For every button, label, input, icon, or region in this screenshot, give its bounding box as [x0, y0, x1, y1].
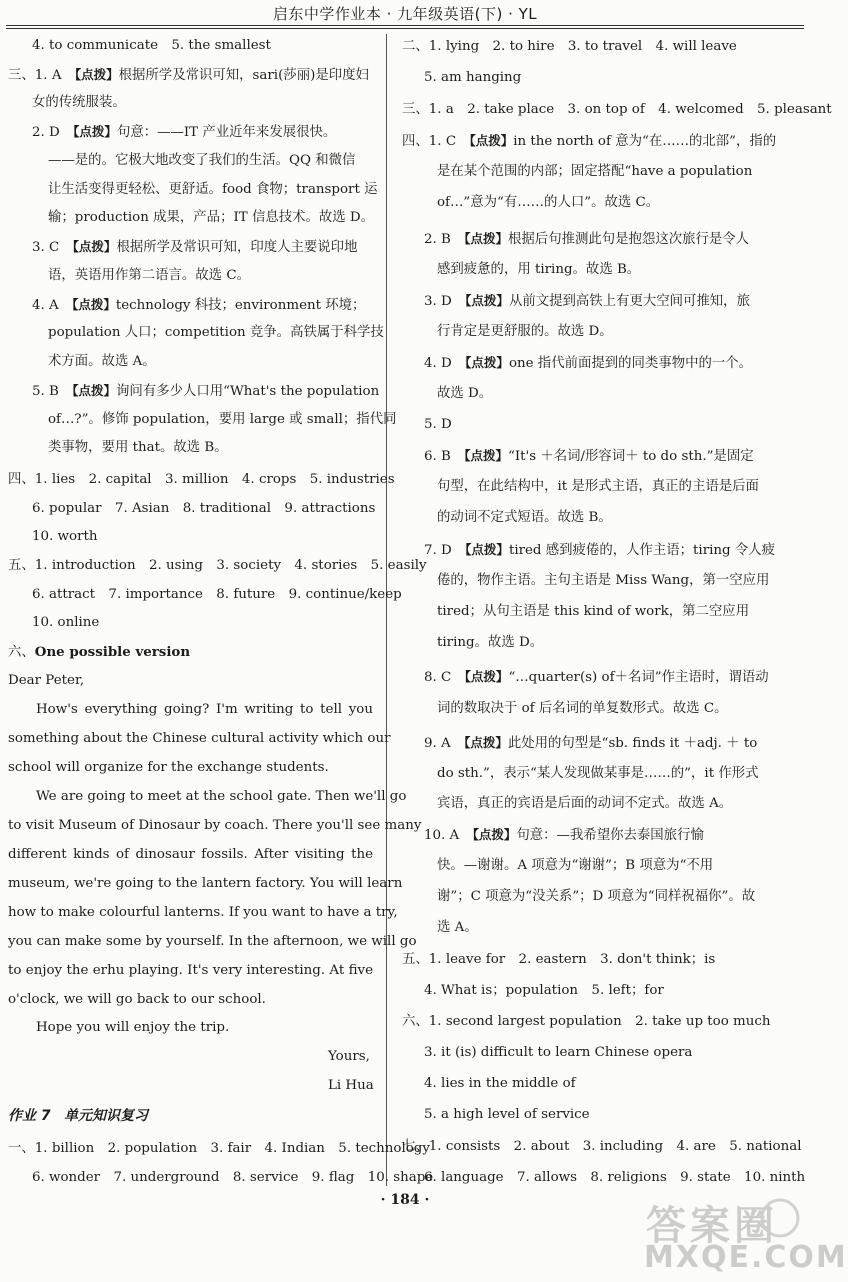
answer-line: 5. B 【点拨】询问有多少人口用“What's the population — [32, 383, 380, 399]
answer-line: 2. B 【点拨】根据后句推测此句是抱怨这次旅行是令人 — [424, 231, 750, 247]
answer-line: 六、1. second largest population 2. take up too much — [402, 1014, 771, 1029]
answer-line: 4. A 【点拨】technology 科技；environment 环境； — [32, 297, 366, 313]
watermark-cn: 答案圈 — [646, 1203, 778, 1249]
answer-line: 五、1. leave for 2. eastern 3. don't think；is — [402, 952, 716, 967]
answer-line: 故选 D。 — [437, 386, 493, 401]
hint-tag: 【点拨】 — [73, 124, 117, 139]
answer-line: 快。—谢谢。A 项意为“谢谢”；B 项意为“不用 — [437, 858, 714, 873]
answer-line: 4. to communicate 5. the smallest — [32, 38, 271, 53]
hint-tag: 【点拨】 — [72, 383, 117, 398]
hint-tag: 【点拨】 — [464, 231, 509, 246]
letter-line: to visit Museum of Dinosaur by coach. There you'll see many — [8, 818, 422, 833]
answer-line: 句型，在此结构中，it 是形式主语，真正的主语是后面 — [437, 479, 759, 494]
letter-line: how to make colourful lanterns. If you want to have a try, — [8, 905, 398, 920]
letter-line: to enjoy the erhu playing. It's very interesting. At five — [8, 963, 373, 978]
answer-line: 词的数取决于 of 后名词的单复数形式。故选 C。 — [437, 701, 728, 716]
answer-line: of…?”。修饰 population，要用 large 或 small；指代同 — [48, 412, 397, 427]
hint-tag: 【点拨】 — [465, 542, 509, 557]
answer-line: 二、1. lying 2. to hire 3. to travel 4. will leave — [402, 39, 737, 54]
answer-line: 的动词不定式短语。故选 B。 — [437, 510, 612, 525]
header-rule-thin — [6, 28, 804, 29]
answer-line: tiring。故选 D。 — [437, 635, 544, 650]
letter-line: museum, we're going to the lantern factory. You will learn — [8, 876, 403, 891]
letter-signature: Li Hua — [328, 1078, 374, 1093]
hint-tag: 【点拨】 — [469, 133, 514, 148]
answer-line: 6. B 【点拨】“It's ＋名词/形容词＋ to do sth.”是固定 — [424, 448, 754, 464]
letter-line: Hope you will enjoy the trip. — [36, 1020, 230, 1035]
answer-line: do sth.”，表示“某人发现做某事是……的”，it 作形式 — [437, 766, 759, 781]
answer-line: 五、1. introduction 2. using 3. society 4. stories 5. easily — [8, 558, 427, 573]
answer-line: 6. language 7. allows 8. religions 9. state 10. ninth — [424, 1170, 806, 1185]
answer-line: 女的传统服装。 — [32, 95, 126, 110]
answer-line: 四、1. C 【点拨】in the north of 意为“在……的北部”，指的 — [402, 133, 777, 149]
answer-line: ——是的。它极大地改变了我们的生活。QQ 和微信 — [48, 153, 356, 168]
letter-line: o'clock, we will go back to our school. — [8, 992, 266, 1007]
section-heading: 六、One possible version — [8, 644, 191, 660]
answer-line: 7. D 【点拨】tired 感到疲倦的，人作主语；tiring 令人疲 — [424, 542, 776, 558]
column-divider — [386, 34, 387, 1186]
answer-line: 6. popular 7. Asian 8. traditional 9. attractions — [32, 501, 376, 516]
hint-tag: 【点拨】 — [464, 669, 509, 684]
answer-line: 类事物，要用 that。故选 B。 — [48, 440, 228, 455]
answer-line: 10. worth — [32, 529, 98, 544]
answer-line: 4. What is；population 5. left；for — [424, 983, 664, 998]
answer-line: 四、1. lies 2. capital 3. million 4. crops 5. industries — [8, 472, 395, 487]
answer-line: 6. attract 7. importance 8. future 9. continue/keep — [32, 587, 402, 602]
answer-line: 6. wonder 7. underground 8. service 9. flag 10. shape — [32, 1170, 434, 1185]
answer-line: 三、1. A 【点拨】根据所学及常识可知，sari(莎丽)是印度妇 — [8, 67, 369, 83]
answer-line: 10. A 【点拨】句意：—我希望你去泰国旅行愉 — [424, 827, 704, 843]
header-title: 启东中学作业本 · 九年级英语(下) · YL — [272, 5, 538, 23]
letter-closing: Yours, — [328, 1049, 370, 1064]
answer-line: 5. D — [424, 417, 452, 432]
answer-line: 倦的，物作主语。主句主语是 Miss Wang，第一空应用 — [437, 573, 770, 588]
answer-line: 语，英语用作第二语言。故选 C。 — [48, 268, 250, 283]
letter-line: you can make some by yourself. In the afternoon, we will go — [8, 934, 417, 949]
homework-heading: 作业 7 单元知识复习 — [8, 1108, 149, 1124]
answer-line: 3. it (is) difficult to learn Chinese opera — [424, 1045, 693, 1060]
answer-line: 输；production 成果，产品；IT 信息技术。故选 D。 — [48, 210, 375, 225]
answer-line: 9. A 【点拨】此处用的句型是“sb. finds it ＋adj. ＋ to — [424, 735, 758, 751]
answer-line: 5. am hanging — [424, 70, 522, 85]
letter-line: school will organize for the exchange students. — [8, 760, 329, 775]
page-header — [0, 0, 810, 28]
letter-line: different kinds of dinosaur fossils. After visiting the — [8, 847, 373, 862]
answer-line: 4. D 【点拨】one 指代前面提到的同类事物中的一个。 — [424, 355, 753, 371]
hint-tag: 【点拨】 — [72, 239, 117, 254]
letter-line: We are going to meet at the school gate. Then we'll go — [36, 789, 407, 804]
watermark-logo — [630, 1196, 848, 1278]
answer-line: 宾语，真正的宾语是后面的动词不定式。故选 A。 — [437, 796, 733, 811]
answer-line: tired；从句主语是 this kind of work，第二空应用 — [437, 604, 750, 619]
letter-line: How's everything going? I'm writing to tell you — [36, 702, 373, 717]
answer-line: 感到疲惫的，用 tiring。故选 B。 — [437, 262, 641, 277]
answer-line: 行肯定是更舒服的。故选 D。 — [437, 324, 613, 339]
letter-greeting: Dear Peter, — [8, 673, 85, 688]
answer-line: 三、1. a 2. take place 3. on top of 4. welcomed 5. pleasant — [402, 102, 832, 117]
answer-line: of…”意为“有……的人口”。故选 C。 — [437, 195, 660, 210]
answer-line: 术方面。故选 A。 — [48, 354, 156, 369]
hint-tag: 【点拨】 — [464, 448, 509, 463]
hint-tag: 【点拨】 — [465, 355, 509, 370]
answer-line: 一、1. billion 2. population 3. fair 4. Indian 5. technology — [8, 1141, 430, 1156]
hint-tag: 【点拨】 — [74, 67, 119, 82]
answer-line: 谢”；C 项意为“没关系”；D 项意为“同样祝福你”。故 — [437, 889, 756, 904]
header-rule — [6, 25, 804, 26]
answer-line: 3. D 【点拨】从前文提到高铁上有更大空间可推知，旅 — [424, 293, 750, 309]
answer-line: 是在某个范围的内部；固定搭配“have a population — [437, 164, 753, 179]
answer-line: population 人口；competition 竞争。高铁属于科学技 — [48, 325, 384, 340]
answer-line: 选 A。 — [437, 920, 478, 935]
hint-tag: 【点拨】 — [472, 827, 517, 842]
answer-line: 4. lies in the middle of — [424, 1076, 576, 1091]
page-number: · 184 · — [380, 1192, 430, 1208]
answer-line: 3. C 【点拨】根据所学及常识可知，印度人主要说印地 — [32, 239, 358, 255]
hint-tag: 【点拨】 — [464, 735, 508, 750]
hint-tag: 【点拨】 — [465, 293, 509, 308]
answer-line: 10. online — [32, 615, 100, 630]
watermark-en: MXQE.COM — [644, 1240, 848, 1275]
answer-line: 七、1. consists 2. about 3. including 4. are 5. national — [402, 1139, 802, 1154]
hint-tag: 【点拨】 — [72, 297, 116, 312]
answer-line: 8. C 【点拨】“…quarter(s) of＋名词”作主语时，谓语动 — [424, 669, 769, 685]
answer-line: 让生活变得更轻松、更舒适。food 食物；transport 运 — [48, 182, 378, 197]
answer-line: 5. a high level of service — [424, 1107, 590, 1122]
answer-line: 2. D 【点拨】句意：——IT 产业近年来发展很快。 — [32, 124, 337, 140]
letter-line: something about the Chinese cultural activity which our — [8, 731, 391, 746]
